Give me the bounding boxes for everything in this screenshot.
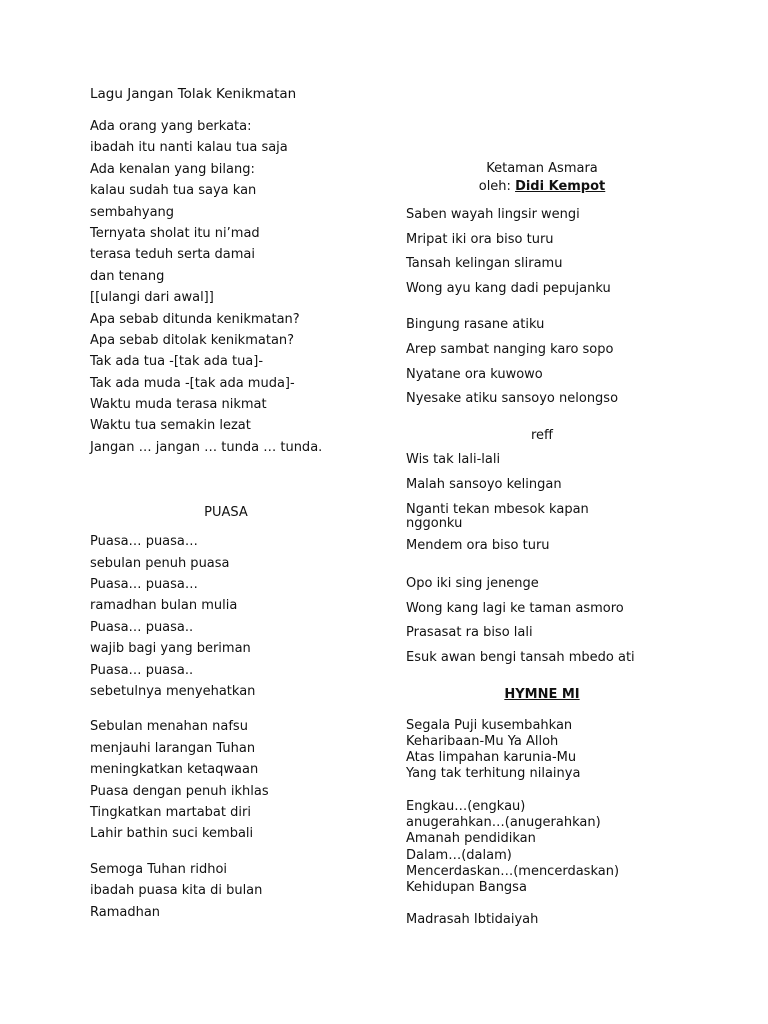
lyric-line: Mencerdaskan…(mencerdaskan) bbox=[406, 863, 620, 879]
lyric-line: sembahyang bbox=[90, 204, 175, 220]
lyric-line: Waktu tua semakin lezat bbox=[90, 418, 251, 434]
lyric-line: Kehidupan Bangsa bbox=[406, 880, 527, 896]
song-verse-ketaman-2 bbox=[406, 313, 696, 411]
lyric-line: wajib bagi yang beriman bbox=[90, 641, 251, 657]
lyric-line: Nyesake atiku sansoyo nelongso bbox=[406, 391, 619, 407]
lyric-line: Keharibaan-Mu Ya Alloh bbox=[406, 733, 559, 749]
lyric-line: nggonku bbox=[406, 515, 463, 531]
lyric-line: Ternyata sholat itu ni’mad bbox=[90, 225, 260, 241]
song-byline bbox=[406, 178, 678, 196]
lyric-line: Semoga Tuhan ridhoi bbox=[90, 861, 228, 877]
lyric-line: Segala Puji kusembahkan bbox=[406, 717, 573, 733]
right-column bbox=[406, 160, 696, 929]
lyric-line: anugerahkan…(anugerahkan) bbox=[406, 814, 601, 830]
lyric-line: Mendem ora biso turu bbox=[406, 537, 550, 553]
song-title-jangan-tolak: Lagu Jangan Tolak Kenikmatan bbox=[90, 86, 297, 102]
lyric-line: Esuk awan bengi tansah mbedo ati bbox=[406, 649, 635, 665]
lyric-line: Jangan … jangan … tunda … tunda. bbox=[90, 439, 323, 455]
lyric-line: Mripat iki ora biso turu bbox=[406, 231, 554, 247]
lyric-line: ramadhan bulan mulia bbox=[90, 598, 238, 614]
song-verse-hymne-2 bbox=[406, 799, 696, 897]
song-verse-puasa-1 bbox=[90, 531, 390, 702]
lyric-line: Puasa… puasa.. bbox=[90, 662, 194, 678]
left-column bbox=[90, 86, 390, 923]
lyric-line: Sebulan menahan nafsu bbox=[90, 719, 248, 735]
lyric-line: Amanah pendidikan bbox=[406, 831, 536, 847]
lyric-line: Prasasat ra biso lali bbox=[406, 625, 533, 641]
lyric-line: Tingkatkan martabat diri bbox=[90, 804, 251, 820]
song-title-hymne-mi: HYMNE MI bbox=[504, 686, 580, 702]
lyric-line: Opo iki sing jenenge bbox=[406, 576, 539, 592]
song-verse-ketaman-3 bbox=[406, 572, 696, 670]
lyric-line: Puasa… puasa… bbox=[90, 577, 198, 593]
lyric-line: ibadah puasa kita di bulan bbox=[90, 883, 263, 899]
lyric-line: ibadah itu nanti kalau tua saja bbox=[90, 140, 288, 156]
song-title-ketaman-asmara: Ketaman Asmara bbox=[486, 161, 598, 176]
lyric-line: Wis tak lali-lali bbox=[406, 452, 501, 468]
song-lyrics-jangan-tolak bbox=[90, 116, 390, 458]
song-verse-hymne-3 bbox=[406, 912, 696, 928]
lyric-line: Apa sebab ditunda kenikmatan? bbox=[90, 311, 300, 327]
lyric-line: Bingung rasane atiku bbox=[406, 317, 545, 333]
lyric-line: Arep sambat nanging karo sopo bbox=[406, 341, 614, 357]
lyric-line: Nyatane ora kuwowo bbox=[406, 366, 543, 382]
lyric-line: dan tenang bbox=[90, 268, 165, 284]
byline-prefix: oleh: bbox=[478, 179, 516, 194]
lyric-line: Puasa dengan penuh ikhlas bbox=[90, 783, 269, 799]
author-name: Didi Kempot bbox=[515, 179, 606, 194]
lyric-line: Ada kenalan yang bilang: bbox=[90, 161, 255, 177]
song-verse-ketaman-1 bbox=[406, 203, 696, 301]
lyric-line: meningkatkan ketaqwaan bbox=[90, 762, 259, 778]
lyric-line: terasa teduh serta damai bbox=[90, 247, 256, 263]
lyric-line: Wong ayu kang dadi pepujanku bbox=[406, 280, 611, 296]
song-verse-hymne-1 bbox=[406, 718, 696, 783]
lyric-line: Apa sebab ditolak kenikmatan? bbox=[90, 332, 295, 348]
lyric-line: [[ulangi dari awal]] bbox=[90, 290, 214, 306]
lyric-line: Puasa… puasa.. bbox=[90, 619, 194, 635]
lyric-line: Nganti tekan mbesok kapan bbox=[406, 501, 589, 517]
lyric-line: Madrasah Ibtidaiyah bbox=[406, 912, 539, 928]
lyric-line: Dalam…(dalam) bbox=[406, 847, 512, 863]
song-title-puasa: PUASA bbox=[204, 505, 248, 521]
lyric-line: Ramadhan bbox=[90, 904, 161, 920]
lyric-line: Puasa… puasa… bbox=[90, 534, 198, 550]
lyric-line: Tansah kelingan sliramu bbox=[406, 256, 563, 272]
song-verse-puasa-2 bbox=[90, 716, 390, 844]
song-verse-puasa-3 bbox=[90, 859, 390, 923]
lyric-line: Malah sansoyo kelingan bbox=[406, 476, 562, 492]
lyric-line: Atas limpahan karunia-Mu bbox=[406, 750, 577, 766]
song-reff-ketaman bbox=[406, 448, 696, 558]
lyric-line: Tak ada muda -[tak ada muda]- bbox=[90, 375, 295, 391]
lyric-line: Waktu muda terasa nikmat bbox=[90, 397, 267, 413]
lyric-line: kalau sudah tua saya kan bbox=[90, 183, 257, 199]
lyric-line: Wong kang lagi ke taman asmoro bbox=[406, 600, 624, 616]
lyric-line: Tak ada tua -[tak ada tua]- bbox=[90, 354, 264, 370]
lyric-line: Saben wayah lingsir wengi bbox=[406, 207, 580, 222]
lyric-line: menjauhi larangan Tuhan bbox=[90, 740, 256, 756]
lyric-line: Ada orang yang berkata: bbox=[90, 119, 252, 134]
lyric-line: sebulan penuh puasa bbox=[90, 555, 230, 571]
lyric-line: sebetulnya menyehatkan bbox=[90, 683, 256, 699]
reff-label: reff bbox=[530, 427, 553, 443]
lyric-line: Engkau…(engkau) bbox=[406, 798, 526, 814]
lyric-line: Yang tak terhitung nilainya bbox=[406, 766, 581, 782]
lyric-line: Lahir bathin suci kembali bbox=[90, 826, 254, 842]
